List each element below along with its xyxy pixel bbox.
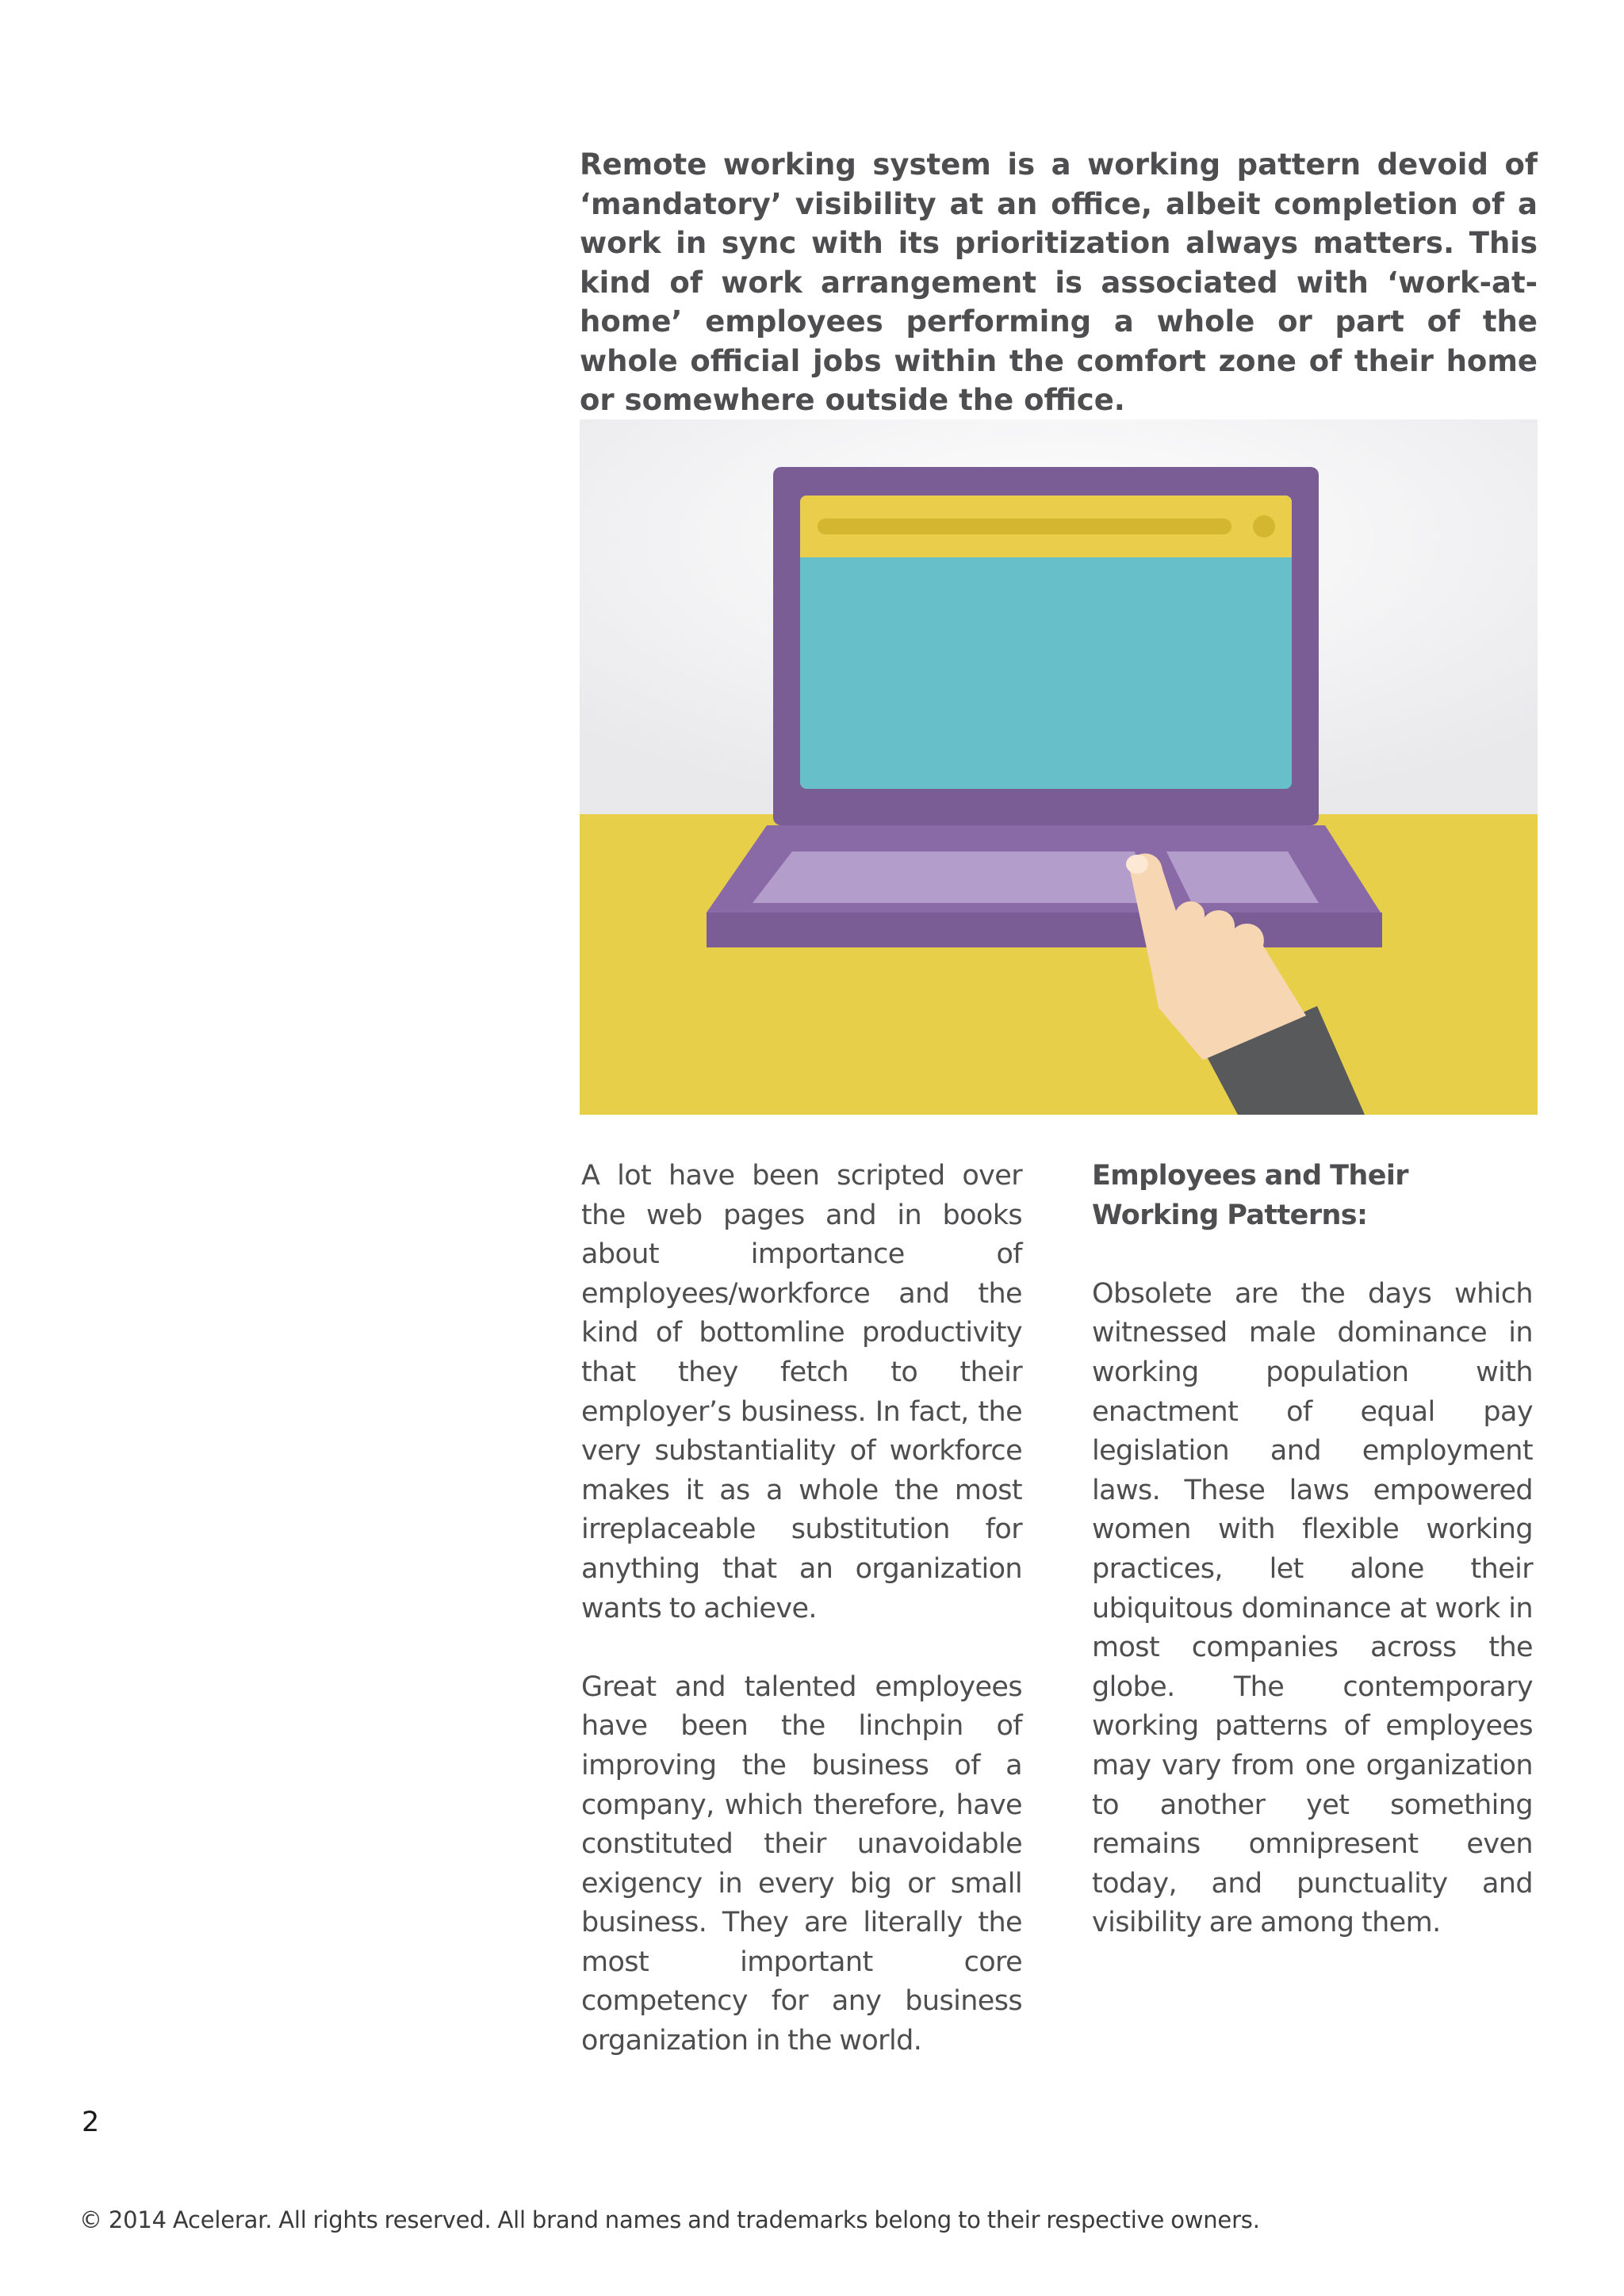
section-heading: Employees and Their Working Patterns:: [1092, 1160, 1408, 1231]
fingernail: [1126, 855, 1148, 874]
copyright-footer: © 2014 Acelerar. All rights reserved. All brand names and trademarks belong to their respective owners.: [79, 2206, 1260, 2233]
browser-button-dot: [1253, 515, 1275, 538]
intro-paragraph: Remote working system is a working pattern devoid of ‘mandatory’ visibility at an office, albeit completion of a work in sync with its prioritization always matters. This kind of work arrangement is associated with ‘work-at-home’ employees performing a whole or part of the whole official jobs within the comfort zone of their home or somewhere outside the office.: [580, 147, 1538, 417]
address-bar: [818, 519, 1231, 534]
left-column: [581, 1157, 1022, 2100]
laptop-illustration: [580, 419, 1538, 1115]
right-column: [1092, 1157, 1533, 1982]
right-paragraph-1: Obsolete are the days which witnessed male dominance in working population with enactment of equal pay legislation and employment laws. These laws empowered women with flexible working practices, let alone their ubiquitous dominance at work in most companies across the globe. The contemporary working patterns of employees may vary from one organization to another yet something remains omnipresent even today, and punctuality and visibility are among them.: [1092, 1277, 1533, 1939]
keyboard-panel: [753, 851, 1144, 903]
laptop-base-edge: [707, 913, 1382, 947]
page-number: 2: [82, 2107, 100, 2138]
left-paragraph-2: Great and talented employees have been the linchpin of improving the business of a company, which therefore, have constituted their unavoidable exigency in every big or small business. They are literally the most important core competency for any business organization in the world.: [581, 1670, 1022, 2057]
laptop-hand-image: [580, 419, 1538, 1115]
left-paragraph-1: A lot have been scripted over the web pages and in books about importance of employees/workforce and the kind of bottomline productivity that they fetch to their employer’s business. In fact, the very substantiality of workforce makes it as a whole the most irreplaceable substitution for anything that an organization wants to achieve.: [581, 1160, 1022, 1624]
